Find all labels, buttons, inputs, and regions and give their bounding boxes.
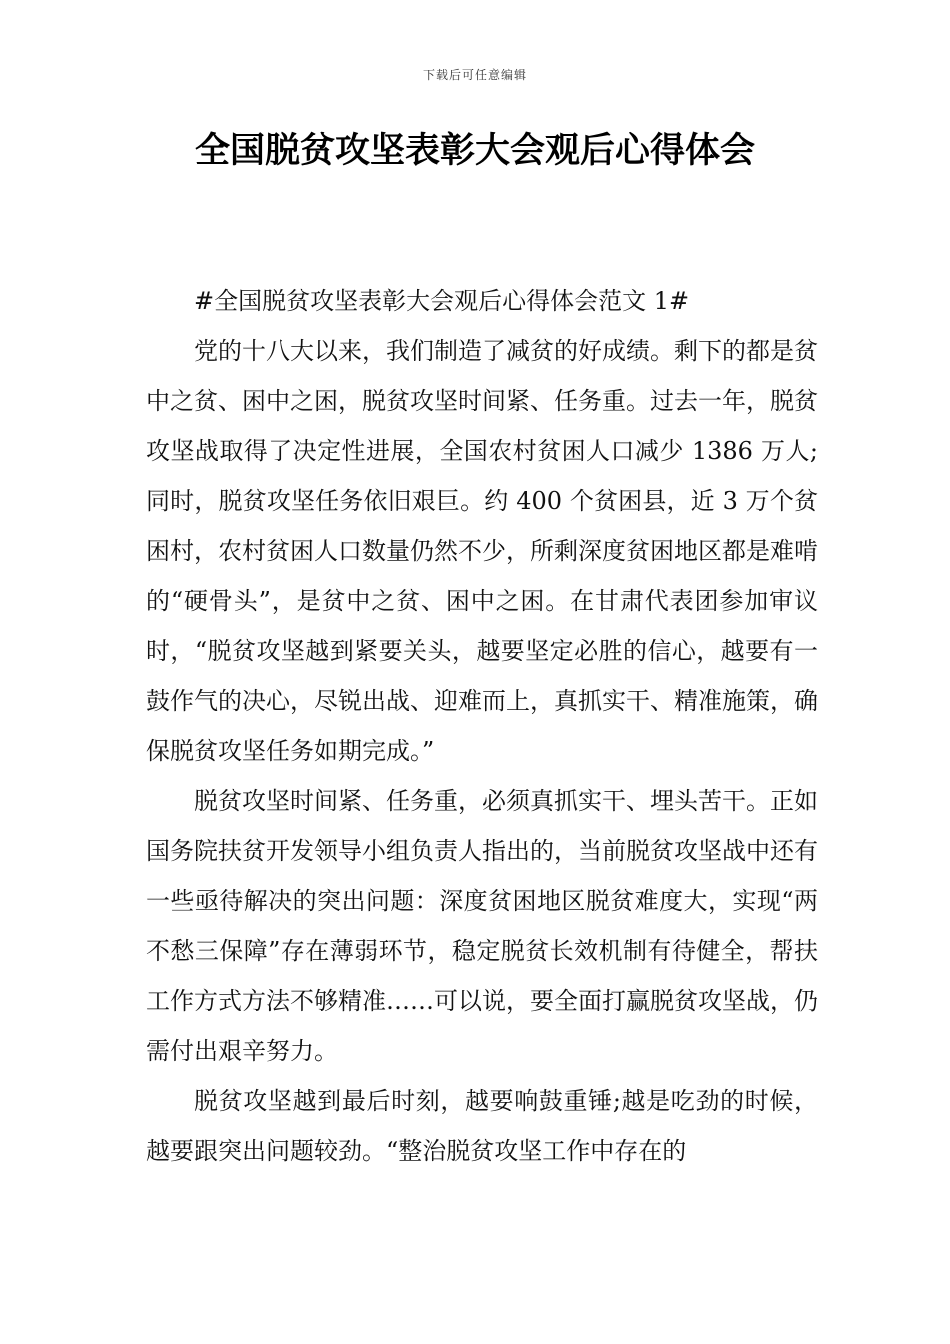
document-body (146, 276, 818, 1176)
paragraph-1: 党的十八大以来，我们制造了减贫的好成绩。剩下的都是贫中之贫、困中之困，脱贫攻坚时间紧、任务重。过去一年，脱贫攻坚战取得了决定性进展，全国农村贫困人口减少 1386 万人;同时，脱贫攻坚任务依旧艰巨。约 400 个贫困县，近 3 万个贫困村，农村贫困人口数量仍然不少，所剩深度贫困地区都是难啃的“硬骨头”，是贫中之贫、困中之困。在甘肃代表团参加审议时，“脱贫攻坚越到紧要关头，越要坚定必胜的信心，越要有一鼓作气的决心，尽锐出战、迎难而上，真抓实干、精准施策，确保脱贫攻坚任务如期完成。” (146, 337, 818, 765)
document-title: 全国脱贫攻坚表彰大会观后心得体会 (194, 131, 755, 171)
paragraph-2: 脱贫攻坚时间紧、任务重，必须真抓实干、埋头苦干。正如国务院扶贫开发领导小组负责人指出的，当前脱贫攻坚战中还有一些亟待解决的突出问题：深度贫困地区脱贫难度大，实现“两不愁三保障”存在薄弱环节，稳定脱贫长效机制有待健全，帮扶工作方式方法不够精准……可以说，要全面打赢脱贫攻坚战，仍需付出艰辛努力。 (146, 787, 818, 1065)
paragraph-3: 脱贫攻坚越到最后时刻，越要响鼓重锤;越是吃劲的时候，越要跟突出问题较劲。“整治脱贫攻坚工作中存在的 (146, 1087, 818, 1165)
section-heading: #全国脱贫攻坚表彰大会观后心得体会范文 1# (194, 287, 690, 315)
header-note: 下载后可任意编辑 (422, 68, 527, 82)
